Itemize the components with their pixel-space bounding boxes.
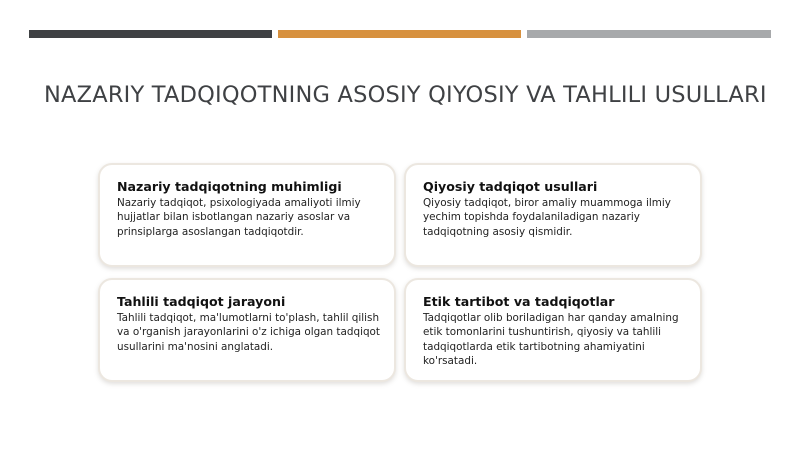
- accent-bar-gray: [527, 30, 771, 38]
- accent-bar-orange: [278, 30, 521, 38]
- card-ethics: [404, 278, 702, 382]
- card-title: Nazariy tadqiqotning muhimligi: [117, 179, 342, 194]
- card-text: Qiyosiy tadqiqot, biror amaliy muammoga ilmiy yechim topishda foydalaniladigan nazariy tadqiqotning asosiy qismidir.: [423, 197, 671, 238]
- card-analytical-process: [98, 278, 396, 382]
- card-comparative-methods: [404, 163, 702, 267]
- card-importance: [98, 163, 396, 267]
- card-text: Nazariy tadqiqot, psixologiyada amaliyoti ilmiy hujjatlar bilan isbotlangan nazariy asoslar va prinsiplarga asoslangan tadqiqotdir.: [117, 197, 361, 238]
- slide-title: NAZARIY TADQIQOTNING ASOSIY QIYOSIY VA TAHLILI USULLARI: [44, 82, 767, 108]
- card-text: Tadqiqotlar olib boriladigan har qanday amalning etik tomonlarini tushuntirish, qiyosiy va tahlili tadqiqotlarda etik tartibotning ahamiyatini ko'rsatadi.: [423, 312, 679, 368]
- card-text: Tahlili tadqiqot, ma'lumotlarni to'plash, tahlil qilish va o'rganish jarayonlarini o'z ichiga olgan tadqiqot usullarini ma'nosini anglatadi.: [117, 312, 380, 353]
- accent-bar-dark: [29, 30, 272, 38]
- card-title: Qiyosiy tadqiqot usullari: [423, 179, 598, 194]
- card-title: Etik tartibot va tadqiqotlar: [423, 294, 615, 309]
- card-title: Tahlili tadqiqot jarayoni: [117, 294, 286, 309]
